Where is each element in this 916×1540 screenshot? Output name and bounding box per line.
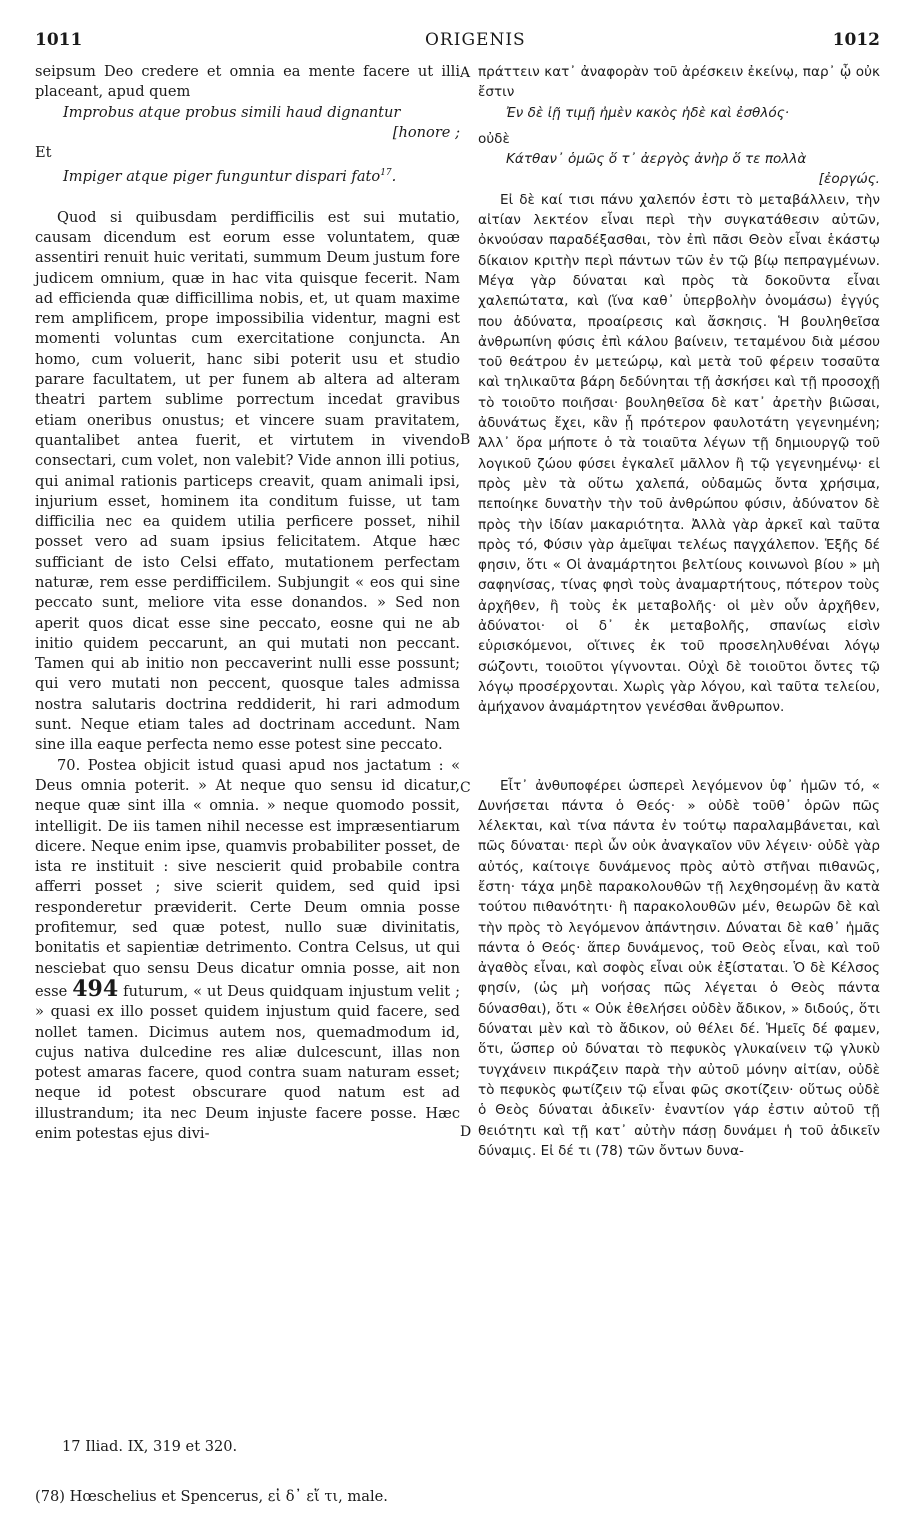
greek-verse-2: Κάτθαν᾽ ὁμῶς ὅ τ᾽ ἀεργὸς ἀνὴρ ὅ τε πολλὰ [506, 151, 807, 168]
page-marker: 494 [72, 975, 119, 1002]
greek-verse-2-end: [ἐοργώς. [818, 171, 880, 188]
greek-oude: οὐδὲ [478, 130, 510, 147]
greek-paragraph-3: Εἶτ᾽ ἀνθυποφέρει ὡσπερεὶ λεγόμενον ὑφ᾽ ἡμῶν τό, « Δυνήσεται πάντα ὁ Θεός· » οὐδὲ τοῦθ᾽ ὁρῶν πῶς λέλεκται, καὶ τίνα πάντα ἐν τούτῳ παραλαμβάνεται, καὶ πῶς δύναται· περὶ ὧν οὐκ ἀναγκαῖον νῦν λέγειν· οὐδὲ γὰρ αὐτός, καίτοιγε δυνάμενος πρὸς αὐτὸ στῆναι πιθανῶς, ἔστη· τάχα μηδὲ παρακολουθῶν τῇ λεχθησομένῃ ἂν κατὰ τούτου πιθανότητι· ἢ παρακολουθῶν μέν, θεωρῶν δὲ καὶ τὴν πρὸς τὸ λεγόμενον ἀπάντησιν. Δύναται δὲ καθ᾽ ἡμᾶς πάντα ὁ Θεός· ἅπερ δυνάμενος, τοῦ Θεὸς εἶναι, καὶ τοῦ ἀγαθὸς εἶναι, καὶ σοφὸς εἶναι οὐκ ἐξίσταται. Ὁ δὲ Κέλσος φησίν, (ὡς μὴ νοήσας πῶς λέγεται ὁ Θεὸς πάντα δύνασθαι), ὅτι « Οὐκ ἐθελήσει οὐδὲν ἄδικον, » διδούς, ὅτι δύναται μὲν καὶ τὸ ἄδικον, οὐ θέλει δέ. Ἡμεῖς δέ φαμεν, ὅτι, ὥσπερ οὐ δύναται τὸ πεφυκὸς γλυκαίνειν τῷ γλυκὺ τυγχάνειν πικράζειν παρὰ τὴν αὐτοῦ μόνην αἰτίαν, οὐδὲ τὸ πεφυκὸς φωτίζειν τῷ εἶναι φῶς σκοτίζειν· οὕτως οὐδὲ ὁ Θεὸς δύναται ἀδικεῖν· ἐναντίον γάρ ἐστιν αὐτοῦ τῇ θειότητι καὶ τῇ κατ᾽ αὐτὴν πάσῃ δυνάμει ἡ τοῦ ἀδικεῖν δύναμις. Εἰ δέ τι (78) τῶν ὄντων δυνα- [478, 777, 880, 1159]
greek-column [478, 62, 880, 1161]
footnote-ref-17: 17 [380, 168, 392, 179]
latin-paragraph-1: seipsum Deo credere et omnia ea mente facere ut illi placeant, apud quem [35, 63, 460, 101]
latin-verse-1: Improbus atque probus simili haud dignantur [63, 103, 401, 121]
greek-verse-1: Ἐν δὲ ἰῇ τιμῇ ἠμὲν κακὸς ἠδὲ καὶ ἐσθλός· [506, 104, 790, 121]
margin-letter-b: B [460, 432, 471, 448]
margin-letter-d: D [460, 1124, 472, 1140]
greek-paragraph-2: Εἰ δὲ καί τισι πάνυ χαλεπόν ἐστι τὸ μεταβάλλειν, τὴν αἰτίαν λεκτέον εἶναι περὶ τὴν συγκατάθεσιν αὐτῶν, ὀκνούσαν παραδέξασθαι, τὸν ἐπὶ πᾶσι Θεὸν εἶναι ἑκάστῳ δίκαιον κριτὴν περὶ πάντων τῶν ἐν τῷ βίῳ πεπραγμένων. Μέγα γὰρ δύναται καὶ πρὸς τὰ δοκοῦντα εἶναι χαλεπώτατα, καὶ (ἵνα καθ᾽ ὑπερβολὴν ὀνομάσω) ἐγγύς που ἀδύνατα, προαίρεσις καὶ ἄσκησις. Ἡ βουληθεῖσα ἀνθρωπίνη φύσις ἐπὶ κάλου βαίνειν, τεταμένου διὰ μέσου τοῦ θεάτρου ἐν μετεώρῳ, καὶ μετὰ τοῦ φέρειν τοσαῦτα καὶ τηλικαῦτα βάρη δεδύνηται τῇ ἀσκήσει καὶ τῇ προσοχῇ τὸ τοιοῦτο ποιῆσαι· βουληθεῖσα δὲ κατ᾽ ἀρετὴν βιῶσαι, ἀδυνάτως ἔχει, κἂν ᾖ πρότερον φαυλοτάτη γεγενημένη; Ἀλλ᾽ ὅρα μήποτε ὁ τὰ τοιαῦτα λέγων τῇ δημιουργῷ τοῦ λογικοῦ ζώου φύσει ἐγκαλεῖ μᾶλλον ἢ τῷ γεγενημένῳ· εἰ πρὸς μὲν τὰ οὕτω χαλεπά, οὐδαμῶς ὄντα χρήσιμα, πεποίηκε δυνατὴν τὴν τοῦ ἀνθρώπου φύσιν, ἀδύνατον δὲ πρὸς τὴν ἰδίαν μακαριότητα. Ἀλλὰ γὰρ ἀρκεῖ καὶ ταῦτα πρὸς τό, Φύσιν γὰρ ἀμεῖψαι τελέως παγχάλεπον. Ἑξῆς δέ φησιν, ὅτι « Οἱ ἀναμάρτητοι βελτίους κοινωνοὶ βίου » μὴ σαφηνίσας, τίνας φησὶ τοὺς ἀναμαρτήτους, πότερον τοὺς ἀρχῆθεν, ἢ τοὺς ἐκ μεταβολῆς· οἱ μὲν οὖν ἀρχῆθεν, ἀδύνατοι· οἱ δ᾽ ἐκ μεταβολῆς, σπανίως εἰσὶν εὑρισκόμενοι, οἵτινες ἐκ τοῦ προσεληλυθέναι λόγῳ σώζοντι, τοιοῦτοι γίγνονται. Οὐχὶ δὲ τοιοῦτοι ὄντες τῷ λόγῳ προσέρχονται. Χωρὶς γὰρ λόγου, καὶ ταῦτα τελείου, ἀμήχανον ἀναμάρτητον γενέσθαι ἄνθρωπον. [478, 191, 880, 716]
latin-verse-2: Impiger atque piger funguntur dispari fato$^{17}$. [63, 168, 397, 186]
page-number-left: 1011 [35, 30, 83, 50]
latin-paragraph-2: Quod si quibusdam perdifficilis est sui mutatio, causam dicendum est eorum esse voluntatem, quæ assentiri renuit huic veritati, summum Deum justum fore judicem omnium, quæ in hac vita quisque fecerit. Nam ad efficienda quæ difficillima nobis, et, ut quam maxime rem amplificem, prope impossibilia videntur, magni est momenti voluntas cum exercitatione conjuncta. An homo, cum voluerit, hanc sibi poterit usu et studio parare facultatem, ut per funem ab altera ad alteram theatri partem sublime porrectum incedat gravibus etiam oneribus onustus; et vincere suam pravitatem, quantalibet antea fuerit, et virtutem in vivendo consectari, cum volet, non valebit? Vide annon illi potius, qui animal rationis particeps creavit, quam animali ipsi, injurium esset, hominem ita conditum fuisse, ut tam difficilia nec ea quidem utilia perficere posset, nihil posset vero ad suam ipsius felicitatem. Atque hæc sufficiant de isto Celsi effato, mutationem perfectam naturæ, rem esse perdifficilem. Subjungit « eos qui sine peccato sunt, meliore vita esse donandos. » Sed non aperit quos dicat esse sine peccato, eosne qui ne ab initio quidem peccarunt, an qui mutati non peccant. Tamen qui ab initio non peccaverint nulli esse possunt; qui vero mutati non peccent, quosque tales admissa nostra salutaris doctrina reddiderit, hi rari admodum sunt. Neque etiam tales ad doctrinam accedunt. Nam sine illa eaque perfecta nemo esse potest sine peccato. [35, 208, 460, 754]
latin-column [35, 62, 460, 1144]
page-header [35, 30, 880, 56]
latin-verse-1-end: [honore ; [392, 123, 460, 141]
running-title: ORIGENIS [425, 30, 526, 50]
footnote-78: (78) Hœschelius et Spencerus, εἰ δ᾽ εἴ τι, male. [35, 1488, 388, 1505]
latin-et: Et [35, 144, 52, 162]
greek-paragraph-1: πράττειν κατ᾽ ἀναφορὰν τοῦ ἀρέσκειν ἐκείνῳ, παρ᾽ ᾧ οὐκ ἔστιν [478, 64, 880, 101]
margin-letter-c: C [460, 780, 471, 796]
page-number-right: 1012 [832, 30, 880, 50]
footnote-17: 17 Iliad. IX, 319 et 320. [62, 1438, 238, 1455]
latin-paragraph-3: 70. Postea objicit istud quasi apud nos jactatum : « Deus omnia poterit. » At neque quo sensu id dicatur, neque quæ sint illa « omnia. » neque quomodo possit, intelligit. De iis tamen nihil necesse est impræsentiarum dicere. Neque enim ipse, quamvis probabiliter posset, de ista re instituit : sive nescierit quid probabile contra afferri posset ; sive scierit quidem, sed quid ipsi responderetur præviderit. Certe Deum omnia posse profitemur, sed quæ potest, nullo suæ divinitatis, bonitatis et sapientiæ detrimento. Contra Celsus, ut qui nesciebat quo sensu Deus dicatur omnia posse, ait non esse 494 futurum, « ut Deus quidquam injustum velit ; » quasi ex illo posset quidem injustum quid facere, sed nollet tamen. Dicimus autem nos, quemadmodum id, cujus nativa dulcedine res aliæ dulcescunt, illas non potest amaras facere, quod contra suam naturam esset; neque id potest obscurare quod natum est ad illustrandum; ita nec Deum injuste facere posse. Hæc enim potestas ejus divi- [35, 756, 460, 1142]
margin-letter-a: A [460, 65, 471, 81]
